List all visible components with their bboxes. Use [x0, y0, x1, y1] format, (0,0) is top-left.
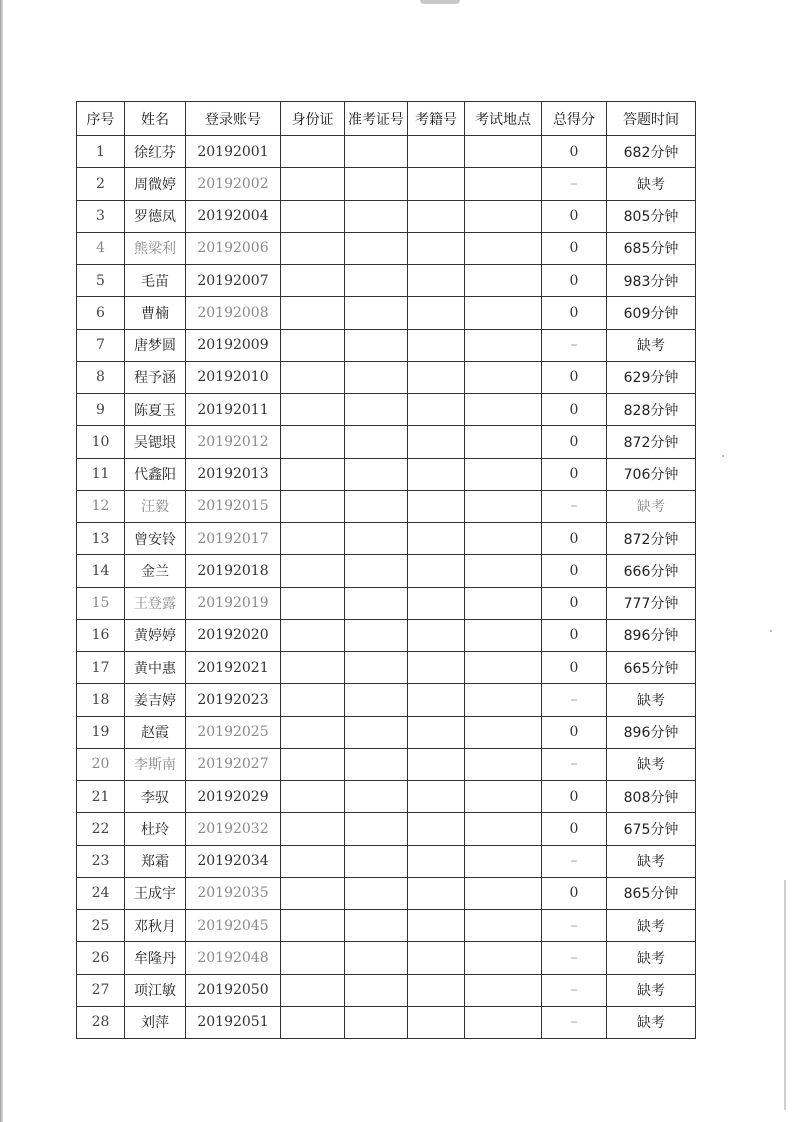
cell-answer-time: 缺考	[607, 910, 696, 942]
cell-total-score: 0	[542, 426, 607, 458]
cell-login-account: 20192012	[186, 426, 281, 458]
cell-seq-no: 8	[77, 361, 125, 393]
cell-exam-location	[465, 619, 542, 651]
cell-exam-location	[465, 555, 542, 587]
cell-registration-no	[408, 587, 465, 619]
cell-seq-no: 26	[77, 942, 125, 974]
scan-edge-left	[0, 0, 3, 1122]
cell-id-card	[281, 297, 345, 329]
cell-id-card	[281, 200, 345, 232]
cell-answer-time: 805分钟	[607, 200, 696, 232]
cell-registration-no	[408, 684, 465, 716]
cell-exam-location	[465, 845, 542, 877]
cell-answer-time: 缺考	[607, 168, 696, 200]
cell-answer-time: 896分钟	[607, 716, 696, 748]
cell-admission-ticket	[345, 555, 408, 587]
cell-id-card	[281, 942, 345, 974]
table-row	[77, 200, 696, 232]
cell-admission-ticket	[345, 490, 408, 522]
cell-exam-location	[465, 587, 542, 619]
cell-login-account: 20192009	[186, 329, 281, 361]
cell-registration-no	[408, 716, 465, 748]
cell-registration-no	[408, 942, 465, 974]
cell-registration-no	[408, 168, 465, 200]
cell-admission-ticket	[345, 265, 408, 297]
table-row	[77, 748, 696, 780]
cell-exam-location	[465, 942, 542, 974]
cell-total-score: 0	[542, 587, 607, 619]
cell-name: 赵霞	[125, 716, 186, 748]
cell-total-score: 0	[542, 394, 607, 426]
cell-name: 邓秋月	[125, 910, 186, 942]
cell-login-account: 20192010	[186, 361, 281, 393]
cell-registration-no	[408, 1006, 465, 1038]
cell-exam-location	[465, 136, 542, 168]
cell-seq-no: 10	[77, 426, 125, 458]
cell-exam-location	[465, 200, 542, 232]
cell-admission-ticket	[345, 426, 408, 458]
cell-answer-time: 缺考	[607, 684, 696, 716]
table-row	[77, 361, 696, 393]
table-row	[77, 684, 696, 716]
cell-answer-time: 缺考	[607, 1006, 696, 1038]
cell-exam-location	[465, 232, 542, 264]
table-row	[77, 781, 696, 813]
cell-name: 吴锶垠	[125, 426, 186, 458]
table-row	[77, 619, 696, 651]
cell-admission-ticket	[345, 974, 408, 1006]
cell-login-account: 20192045	[186, 910, 281, 942]
cell-admission-ticket	[345, 813, 408, 845]
cell-admission-ticket	[345, 523, 408, 555]
header-id-card: 身份证	[281, 102, 345, 136]
cell-seq-no: 15	[77, 587, 125, 619]
cell-exam-location	[465, 974, 542, 1006]
cell-total-score: 0	[542, 200, 607, 232]
cell-seq-no: 1	[77, 136, 125, 168]
cell-login-account: 20192004	[186, 200, 281, 232]
header-exam-location: 考试地点	[465, 102, 542, 136]
cell-exam-location	[465, 781, 542, 813]
cell-total-score: 0	[542, 136, 607, 168]
cell-total-score: –	[542, 845, 607, 877]
cell-name: 姜吉婷	[125, 684, 186, 716]
cell-total-score: 0	[542, 523, 607, 555]
cell-admission-ticket	[345, 458, 408, 490]
cell-name: 毛苗	[125, 265, 186, 297]
cell-admission-ticket	[345, 1006, 408, 1038]
cell-registration-no	[408, 523, 465, 555]
cell-registration-no	[408, 781, 465, 813]
cell-id-card	[281, 1006, 345, 1038]
cell-registration-no	[408, 748, 465, 780]
cell-answer-time: 983分钟	[607, 265, 696, 297]
header-seq-no: 序号	[77, 102, 125, 136]
cell-answer-time: 缺考	[607, 942, 696, 974]
cell-registration-no	[408, 490, 465, 522]
cell-id-card	[281, 458, 345, 490]
cell-seq-no: 12	[77, 490, 125, 522]
cell-seq-no: 21	[77, 781, 125, 813]
cell-exam-location	[465, 716, 542, 748]
cell-admission-ticket	[345, 394, 408, 426]
cell-registration-no	[408, 200, 465, 232]
table-row	[77, 555, 696, 587]
cell-login-account: 20192032	[186, 813, 281, 845]
cell-total-score: –	[542, 748, 607, 780]
cell-login-account: 20192050	[186, 974, 281, 1006]
cell-seq-no: 28	[77, 1006, 125, 1038]
cell-exam-location	[465, 652, 542, 684]
cell-login-account: 20192025	[186, 716, 281, 748]
cell-seq-no: 13	[77, 523, 125, 555]
cell-exam-location	[465, 168, 542, 200]
cell-name: 王登露	[125, 587, 186, 619]
cell-answer-time: 777分钟	[607, 587, 696, 619]
cell-id-card	[281, 845, 345, 877]
scan-speck	[722, 455, 724, 457]
cell-exam-location	[465, 297, 542, 329]
cell-id-card	[281, 394, 345, 426]
cell-name: 代鑫阳	[125, 458, 186, 490]
cell-answer-time: 896分钟	[607, 619, 696, 651]
cell-registration-no	[408, 974, 465, 1006]
cell-name: 唐梦圆	[125, 329, 186, 361]
table-row	[77, 1006, 696, 1038]
cell-exam-location	[465, 426, 542, 458]
cell-total-score: –	[542, 168, 607, 200]
cell-login-account: 20192035	[186, 877, 281, 909]
cell-total-score: –	[542, 684, 607, 716]
table-row	[77, 458, 696, 490]
cell-registration-no	[408, 910, 465, 942]
table-row	[77, 587, 696, 619]
cell-answer-time: 629分钟	[607, 361, 696, 393]
table-row	[77, 265, 696, 297]
cell-registration-no	[408, 136, 465, 168]
cell-id-card	[281, 716, 345, 748]
cell-name: 陈夏玉	[125, 394, 186, 426]
cell-registration-no	[408, 265, 465, 297]
cell-seq-no: 20	[77, 748, 125, 780]
table-row	[77, 490, 696, 522]
cell-seq-no: 25	[77, 910, 125, 942]
cell-exam-location	[465, 458, 542, 490]
cell-name: 熊梁利	[125, 232, 186, 264]
cell-admission-ticket	[345, 168, 408, 200]
cell-admission-ticket	[345, 748, 408, 780]
cell-answer-time: 808分钟	[607, 781, 696, 813]
table-header-row	[77, 102, 696, 136]
cell-admission-ticket	[345, 910, 408, 942]
cell-answer-time: 872分钟	[607, 426, 696, 458]
cell-seq-no: 24	[77, 877, 125, 909]
cell-name: 项江敏	[125, 974, 186, 1006]
cell-id-card	[281, 426, 345, 458]
scan-speck	[770, 630, 772, 632]
cell-login-account: 20192007	[186, 265, 281, 297]
cell-seq-no: 7	[77, 329, 125, 361]
cell-name: 黄婷婷	[125, 619, 186, 651]
cell-name: 牟隆丹	[125, 942, 186, 974]
table-row	[77, 426, 696, 458]
header-login-account: 登录账号	[186, 102, 281, 136]
cell-login-account: 20192011	[186, 394, 281, 426]
scan-edge-right	[784, 880, 786, 1110]
cell-seq-no: 22	[77, 813, 125, 845]
cell-registration-no	[408, 394, 465, 426]
cell-total-score: –	[542, 1006, 607, 1038]
cell-name: 刘萍	[125, 1006, 186, 1038]
table-row	[77, 329, 696, 361]
table-row	[77, 394, 696, 426]
exam-roster-table	[76, 101, 696, 1039]
cell-admission-ticket	[345, 297, 408, 329]
cell-registration-no	[408, 555, 465, 587]
cell-answer-time: 665分钟	[607, 652, 696, 684]
cell-total-score: –	[542, 329, 607, 361]
table-row	[77, 813, 696, 845]
cell-login-account: 20192006	[186, 232, 281, 264]
cell-exam-location	[465, 813, 542, 845]
cell-id-card	[281, 136, 345, 168]
cell-total-score: 0	[542, 232, 607, 264]
table-body	[77, 136, 696, 1039]
cell-id-card	[281, 619, 345, 651]
table-row	[77, 845, 696, 877]
cell-name: 李斯南	[125, 748, 186, 780]
cell-seq-no: 11	[77, 458, 125, 490]
cell-seq-no: 3	[77, 200, 125, 232]
cell-answer-time: 缺考	[607, 490, 696, 522]
cell-exam-location	[465, 523, 542, 555]
cell-total-score: –	[542, 910, 607, 942]
cell-registration-no	[408, 813, 465, 845]
cell-name: 郑霜	[125, 845, 186, 877]
cell-seq-no: 19	[77, 716, 125, 748]
table-row	[77, 652, 696, 684]
cell-id-card	[281, 748, 345, 780]
cell-answer-time: 缺考	[607, 748, 696, 780]
cell-id-card	[281, 232, 345, 264]
table-row	[77, 136, 696, 168]
cell-exam-location	[465, 394, 542, 426]
cell-admission-ticket	[345, 652, 408, 684]
cell-id-card	[281, 523, 345, 555]
cell-admission-ticket	[345, 716, 408, 748]
cell-login-account: 20192001	[186, 136, 281, 168]
scan-mark-top	[420, 0, 460, 4]
cell-answer-time: 828分钟	[607, 394, 696, 426]
cell-registration-no	[408, 232, 465, 264]
cell-login-account: 20192027	[186, 748, 281, 780]
cell-exam-location	[465, 684, 542, 716]
header-registration-no: 考籍号	[408, 102, 465, 136]
cell-id-card	[281, 813, 345, 845]
cell-exam-location	[465, 490, 542, 522]
cell-login-account: 20192015	[186, 490, 281, 522]
cell-total-score: 0	[542, 652, 607, 684]
cell-answer-time: 609分钟	[607, 297, 696, 329]
cell-admission-ticket	[345, 232, 408, 264]
cell-seq-no: 17	[77, 652, 125, 684]
cell-id-card	[281, 781, 345, 813]
table-row	[77, 168, 696, 200]
cell-total-score: 0	[542, 619, 607, 651]
cell-seq-no: 18	[77, 684, 125, 716]
cell-id-card	[281, 684, 345, 716]
header-answer-time: 答题时间	[607, 102, 696, 136]
cell-login-account: 20192017	[186, 523, 281, 555]
cell-admission-ticket	[345, 200, 408, 232]
cell-admission-ticket	[345, 587, 408, 619]
cell-seq-no: 6	[77, 297, 125, 329]
cell-total-score: 0	[542, 361, 607, 393]
cell-answer-time: 缺考	[607, 329, 696, 361]
cell-id-card	[281, 652, 345, 684]
cell-id-card	[281, 168, 345, 200]
cell-login-account: 20192051	[186, 1006, 281, 1038]
cell-total-score: 0	[542, 265, 607, 297]
cell-answer-time: 缺考	[607, 845, 696, 877]
cell-login-account: 20192019	[186, 587, 281, 619]
cell-answer-time: 872分钟	[607, 523, 696, 555]
cell-id-card	[281, 265, 345, 297]
cell-id-card	[281, 974, 345, 1006]
cell-id-card	[281, 555, 345, 587]
cell-seq-no: 16	[77, 619, 125, 651]
cell-registration-no	[408, 458, 465, 490]
cell-admission-ticket	[345, 136, 408, 168]
cell-login-account: 20192021	[186, 652, 281, 684]
cell-login-account: 20192048	[186, 942, 281, 974]
cell-registration-no	[408, 297, 465, 329]
header-total-score: 总得分	[542, 102, 607, 136]
cell-answer-time: 865分钟	[607, 877, 696, 909]
cell-name: 黄中惠	[125, 652, 186, 684]
cell-id-card	[281, 910, 345, 942]
cell-answer-time: 706分钟	[607, 458, 696, 490]
cell-total-score: 0	[542, 716, 607, 748]
cell-id-card	[281, 329, 345, 361]
cell-name: 罗德凤	[125, 200, 186, 232]
cell-login-account: 20192008	[186, 297, 281, 329]
cell-total-score: 0	[542, 458, 607, 490]
cell-name: 李驭	[125, 781, 186, 813]
cell-name: 周微婷	[125, 168, 186, 200]
cell-name: 曹楠	[125, 297, 186, 329]
cell-answer-time: 666分钟	[607, 555, 696, 587]
table-row	[77, 942, 696, 974]
cell-login-account: 20192034	[186, 845, 281, 877]
cell-answer-time: 685分钟	[607, 232, 696, 264]
cell-exam-location	[465, 910, 542, 942]
cell-exam-location	[465, 877, 542, 909]
cell-admission-ticket	[345, 942, 408, 974]
cell-name: 程予涵	[125, 361, 186, 393]
cell-name: 汪毅	[125, 490, 186, 522]
cell-registration-no	[408, 652, 465, 684]
cell-seq-no: 4	[77, 232, 125, 264]
cell-registration-no	[408, 619, 465, 651]
cell-total-score: 0	[542, 297, 607, 329]
cell-seq-no: 23	[77, 845, 125, 877]
cell-registration-no	[408, 877, 465, 909]
cell-total-score: –	[542, 974, 607, 1006]
cell-name: 金兰	[125, 555, 186, 587]
cell-registration-no	[408, 845, 465, 877]
cell-login-account: 20192002	[186, 168, 281, 200]
cell-admission-ticket	[345, 329, 408, 361]
cell-admission-ticket	[345, 619, 408, 651]
cell-exam-location	[465, 1006, 542, 1038]
cell-exam-location	[465, 361, 542, 393]
cell-seq-no: 27	[77, 974, 125, 1006]
cell-login-account: 20192023	[186, 684, 281, 716]
cell-admission-ticket	[345, 684, 408, 716]
cell-answer-time: 缺考	[607, 974, 696, 1006]
cell-exam-location	[465, 265, 542, 297]
cell-name: 徐红芬	[125, 136, 186, 168]
header-name: 姓名	[125, 102, 186, 136]
cell-id-card	[281, 361, 345, 393]
cell-admission-ticket	[345, 781, 408, 813]
cell-exam-location	[465, 748, 542, 780]
cell-answer-time: 682分钟	[607, 136, 696, 168]
cell-total-score: 0	[542, 877, 607, 909]
cell-answer-time: 675分钟	[607, 813, 696, 845]
cell-id-card	[281, 877, 345, 909]
cell-seq-no: 5	[77, 265, 125, 297]
cell-admission-ticket	[345, 845, 408, 877]
cell-admission-ticket	[345, 361, 408, 393]
cell-registration-no	[408, 361, 465, 393]
cell-name: 杜玲	[125, 813, 186, 845]
cell-login-account: 20192020	[186, 619, 281, 651]
cell-name: 曾安铃	[125, 523, 186, 555]
cell-seq-no: 9	[77, 394, 125, 426]
cell-total-score: –	[542, 942, 607, 974]
cell-name: 王成宇	[125, 877, 186, 909]
cell-login-account: 20192018	[186, 555, 281, 587]
cell-login-account: 20192013	[186, 458, 281, 490]
cell-registration-no	[408, 426, 465, 458]
cell-seq-no: 2	[77, 168, 125, 200]
cell-admission-ticket	[345, 877, 408, 909]
cell-exam-location	[465, 329, 542, 361]
cell-total-score: 0	[542, 555, 607, 587]
cell-seq-no: 14	[77, 555, 125, 587]
cell-registration-no	[408, 329, 465, 361]
table-row	[77, 910, 696, 942]
cell-id-card	[281, 587, 345, 619]
cell-total-score: –	[542, 490, 607, 522]
table-row	[77, 523, 696, 555]
table-row	[77, 297, 696, 329]
header-admission-ticket: 准考证号	[345, 102, 408, 136]
cell-login-account: 20192029	[186, 781, 281, 813]
table-row	[77, 974, 696, 1006]
table-row	[77, 877, 696, 909]
cell-id-card	[281, 490, 345, 522]
cell-total-score: 0	[542, 781, 607, 813]
table-row	[77, 716, 696, 748]
table-row	[77, 232, 696, 264]
cell-total-score: 0	[542, 813, 607, 845]
